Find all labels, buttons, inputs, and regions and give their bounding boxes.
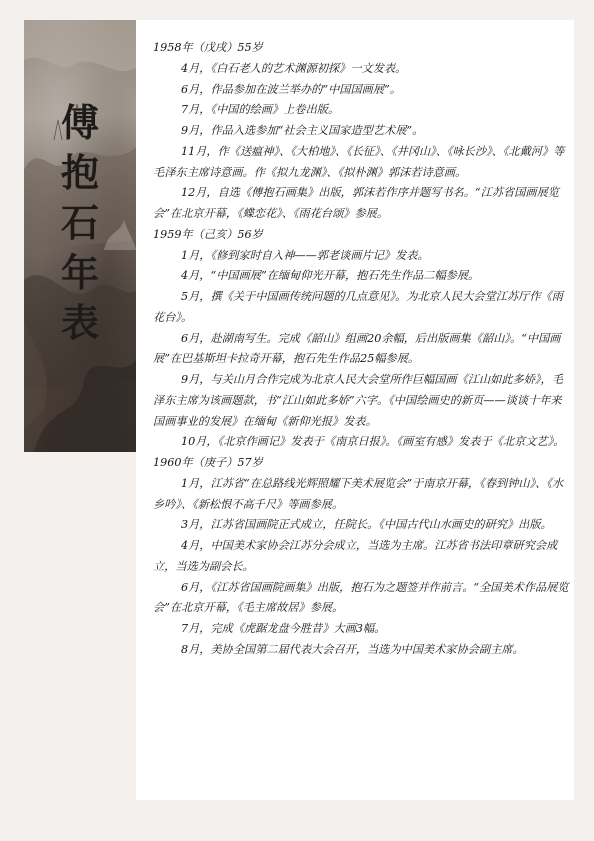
chronology-entry: 7月，完成《虎踞龙盘今胜昔》大画3幅。: [181, 622, 386, 635]
chronology-entry: 9月，作品入选参加“社会主义国家造型艺术展”。: [181, 124, 424, 137]
chronology-entry: 4月，中国美术家协会江苏分会成立，当选为主席。江苏省书法印章研究会成立，当选为副会长。: [153, 539, 558, 573]
chronology-entry: 11月，作《送瘟神》、《大柏地》、《长征》、《井冈山》、《咏长沙》、《北戴河》等毛泽东主席诗意画。作《拟九龙渊》、《拟朴渊》郭沫若诗意画。: [153, 144, 565, 179]
chronology-entry: 4月，《白石老人的艺术渊源初探》一文发表。: [181, 61, 407, 75]
chronology-entry: 1月，《修到家时自入神——郭老谈画片记》发表。: [181, 248, 429, 262]
year-heading: 1960年（庚子）57岁: [153, 456, 263, 469]
chronology-entry: 6月，赴湖南写生。完成《韶山》组画20余幅，后出版画集《韶山》。“中国画展”在巴基斯坦卡拉奇开幕，抱石先生作品25幅参展。: [153, 331, 561, 366]
chronology-entry: 5月，撰《关于中国画传统问题的几点意见》。为北京人民大会堂江苏厅作《雨花台》。: [153, 290, 563, 324]
banner-title: 傅抱石年表: [60, 100, 99, 345]
chronology-entry: 3月，江苏省国画院正式成立，任院长。《中国古代山水画史的研究》出版。: [181, 518, 552, 532]
landscape-painting-banner: [24, 20, 136, 452]
chronology-entry: 9月，与关山月合作完成为北京人民大会堂所作巨幅国画《江山如此多娇》，毛泽东主席为该画题款，书“江山如此多娇”六字。《中国绘画史的新页——谈谈十年来国画事业的发展》在缅甸《新仰光报》发表。: [153, 373, 563, 428]
chronology-entry: 12月，自选《傅抱石画集》出版，郭沫若作序并题写书名。“江苏省国画展览会”在北京开幕，《蝶恋花》、《雨花台颂》参展。: [153, 186, 559, 220]
chronology-text: [153, 38, 571, 661]
chronology-entry: 4月，“中国画展”在缅甸仰光开幕，抱石先生作品二幅参展。: [181, 269, 480, 283]
chronology-entry: 1月，江苏省“在总路线光辉照耀下美术展览会”于南京开幕，《春到钟山》、《水乡吟》、《新松恨不高千尺》等画参展。: [153, 476, 564, 511]
year-heading: 1958年（戊戌）55岁: [153, 41, 263, 54]
chronology-entry: 6月，《江苏省国画院画集》出版，抱石为之题签并作前言。“全国美术作品展览会”在北京开幕，《毛主席故居》参展。: [153, 580, 569, 615]
chronology-entry: 8月，美协全国第二届代表大会召开，当选为中国美术家协会副主席。: [181, 642, 524, 656]
chronology-entry: 10月，《北京作画记》发表于《南京日报》。《画室有感》发表于《北京文艺》。: [181, 435, 565, 449]
year-heading: 1959年（己亥）56岁: [153, 227, 263, 241]
chronology-entry: 6月，作品参加在波兰举办的“中国国画展”。: [181, 82, 401, 96]
chronology-entry: 7月，《中国的绘画》上卷出版。: [181, 103, 340, 117]
